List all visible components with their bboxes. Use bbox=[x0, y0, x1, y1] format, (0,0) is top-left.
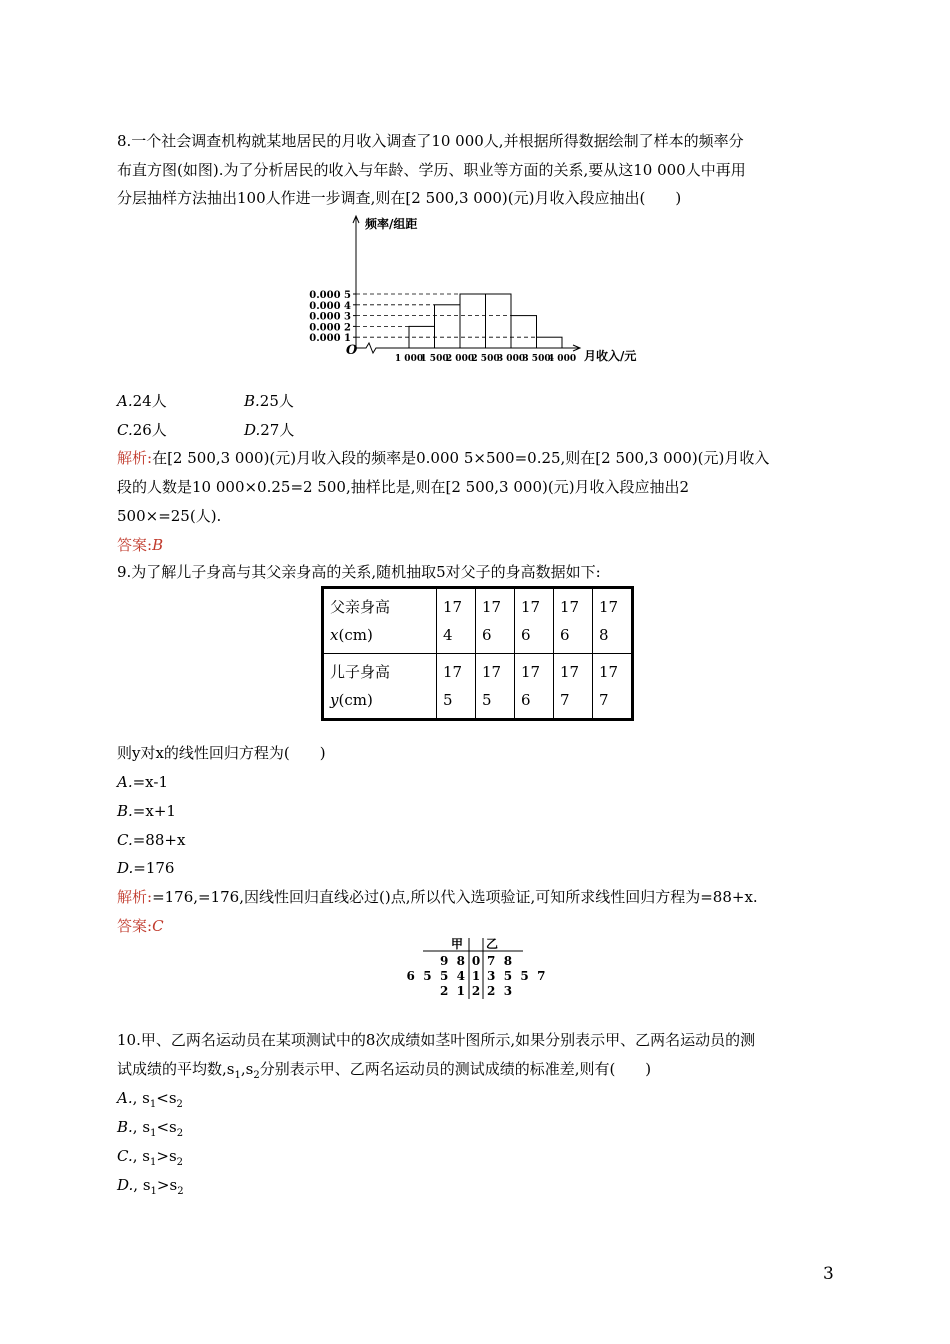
table-row bbox=[323, 654, 633, 720]
option-text: 24人 bbox=[132, 392, 167, 410]
y-axis-label: 频率/组距 bbox=[365, 217, 418, 231]
option-text: , bbox=[132, 1147, 138, 1165]
cell-bottom: 6 bbox=[521, 626, 531, 644]
q8-option-d[interactable] bbox=[244, 419, 294, 440]
option-letter: B. bbox=[117, 802, 133, 820]
option-text: =88+x bbox=[132, 831, 186, 849]
table-row-header bbox=[323, 588, 437, 654]
cell-bottom: 5 bbox=[443, 691, 453, 709]
cell-top: 17 bbox=[599, 663, 619, 681]
y-tick-label: 0.000 2 bbox=[309, 322, 351, 334]
stemleaf-right-leaves: 2 3 bbox=[487, 984, 513, 998]
table-row bbox=[323, 588, 633, 654]
q8-analysis-line-2: 段的人数是10 000×0.25=2 500,抽样比是,则在[2 500,3 000)(元)月收入段应抽出2 bbox=[117, 478, 690, 496]
option-letter: C. bbox=[117, 1147, 133, 1165]
option-text: s bbox=[169, 1118, 177, 1136]
histogram-bars bbox=[409, 294, 562, 348]
subscript: 2 bbox=[176, 1157, 184, 1168]
q8-answer bbox=[117, 535, 163, 555]
option-letter: D. bbox=[117, 859, 134, 877]
origin-label: O bbox=[346, 343, 358, 358]
table-cell bbox=[437, 654, 476, 720]
option-text: 26人 bbox=[132, 421, 167, 439]
cell-bottom: 6 bbox=[521, 691, 531, 709]
y-tick-label: 0.000 3 bbox=[309, 311, 351, 323]
cell-bottom: 7 bbox=[599, 691, 609, 709]
cell-bottom: 5 bbox=[482, 691, 492, 709]
q10-option-c[interactable] bbox=[117, 1146, 183, 1173]
histogram-bar bbox=[537, 337, 563, 348]
table-cell bbox=[515, 588, 554, 654]
text-fragment: ,s bbox=[240, 1060, 254, 1078]
cell-top: 17 bbox=[482, 598, 502, 616]
table-row-header bbox=[323, 654, 437, 720]
option-relation: < bbox=[156, 1089, 169, 1107]
option-text: =x+1 bbox=[132, 802, 176, 820]
table-cell bbox=[476, 588, 515, 654]
row-variable: y bbox=[330, 691, 339, 709]
row-variable: x bbox=[330, 626, 339, 644]
x-axis-label: 月收入/元 bbox=[584, 349, 637, 363]
histogram-reference-lines bbox=[356, 294, 537, 337]
q9-question: 则y对x的线性回归方程为( ) bbox=[117, 744, 326, 762]
table-cell bbox=[476, 654, 515, 720]
cell-bottom: 6 bbox=[560, 626, 570, 644]
q8-option-c[interactable] bbox=[117, 421, 167, 439]
y-tick-label: 0.000 1 bbox=[309, 333, 351, 345]
option-relation: > bbox=[156, 1147, 169, 1165]
histogram-axes bbox=[353, 216, 580, 353]
stemleaf-header-left: 甲 bbox=[450, 937, 463, 951]
q9-option-d[interactable] bbox=[117, 858, 174, 878]
histogram-y-ticks bbox=[309, 290, 356, 344]
subscript: 1 bbox=[150, 1128, 157, 1139]
option-text: s bbox=[142, 1118, 151, 1136]
stemleaf-header-right: 乙 bbox=[486, 937, 499, 951]
q8-stem-line-2: 布直方图(如图).为了分析居民的收入与年龄、学历、职业等方面的关系,要从这10 000人中再用 bbox=[117, 161, 746, 179]
analysis-label: 解析: bbox=[117, 449, 153, 467]
x-tick-label: 2 500 bbox=[471, 354, 500, 364]
text-fragment: 分别表示甲、乙两名运动员的测试成绩的标准差,则有( ) bbox=[259, 1060, 652, 1078]
option-letter: C. bbox=[117, 831, 133, 849]
subscript: 1 bbox=[149, 1099, 157, 1110]
histogram-bar bbox=[435, 305, 461, 348]
cell-top: 17 bbox=[560, 598, 580, 616]
answer-label: 答案: bbox=[117, 917, 153, 935]
subscript: 2 bbox=[176, 1099, 183, 1110]
histogram-bar bbox=[486, 294, 512, 348]
x-tick-label: 3 000 bbox=[496, 354, 526, 364]
option-text: 25人 bbox=[259, 392, 294, 410]
analysis-text: =176,=176,因线性回归直线必过()点,所以代入选项验证,可知所求线性回归方程为=88+x. bbox=[152, 888, 758, 906]
row-unit: (cm) bbox=[338, 626, 373, 644]
frequency-histogram bbox=[309, 210, 638, 365]
q8-analysis-line-1 bbox=[117, 448, 769, 468]
option-text: s bbox=[142, 1176, 151, 1194]
cell-bottom: 7 bbox=[560, 691, 570, 709]
option-text: s bbox=[142, 1147, 150, 1165]
x-tick-label: 1 500 bbox=[420, 354, 449, 364]
stemleaf-stem: 0 bbox=[471, 954, 481, 968]
subscript: 1 bbox=[150, 1186, 157, 1197]
table-cell bbox=[554, 588, 593, 654]
y-tick-label: 0.000 5 bbox=[309, 290, 351, 301]
x-tick-label: 1 000 bbox=[394, 354, 424, 364]
option-letter: B. bbox=[117, 1118, 133, 1136]
page-number: 3 bbox=[823, 1264, 834, 1284]
q8-analysis-line-3: 500×=25(人). bbox=[117, 507, 222, 525]
option-relation: > bbox=[156, 1176, 170, 1194]
option-text: s bbox=[142, 1089, 150, 1107]
histogram-x-ticks bbox=[395, 354, 576, 364]
option-text: , bbox=[132, 1089, 138, 1107]
subscript: 2 bbox=[176, 1128, 184, 1139]
q9-option-b[interactable] bbox=[117, 801, 176, 821]
row-unit: (cm) bbox=[338, 691, 373, 709]
option-text: =x-1 bbox=[132, 773, 168, 791]
subscript: 1 bbox=[234, 1070, 241, 1081]
cell-bottom: 4 bbox=[443, 626, 453, 644]
histogram-bar bbox=[460, 294, 486, 348]
option-text: s bbox=[168, 1089, 177, 1107]
q8-stem-line-1: 8.一个社会调查机构就某地居民的月收入调查了10 000人,并根据所得数据绘制了样本的频率分 bbox=[117, 132, 744, 150]
q10-option-a[interactable] bbox=[117, 1088, 183, 1115]
cell-bottom: 8 bbox=[599, 626, 609, 644]
analysis-text: 在[2 500,3 000)(元)月收入段的频率是0.000 5×500=0.25,则在[2 500,3 000)(元)月收入 bbox=[152, 449, 770, 467]
option-text: =176 bbox=[133, 859, 175, 877]
histogram-bar bbox=[511, 316, 537, 348]
cell-top: 17 bbox=[443, 598, 463, 616]
cell-top: 17 bbox=[599, 598, 619, 616]
cell-bottom: 6 bbox=[482, 626, 492, 644]
stemleaf-left-leaves: 9 8 bbox=[439, 954, 465, 968]
q10-stem-line-2 bbox=[117, 1059, 651, 1086]
q9-option-c[interactable] bbox=[117, 830, 185, 850]
stemleaf-left-leaves: 2 1 bbox=[439, 984, 465, 998]
q9-stem-line: 9.为了解儿子身高与其父亲身高的关系,随机抽取5对父子的身高数据如下: bbox=[117, 563, 601, 581]
option-letter: D. bbox=[244, 421, 261, 439]
cell-top: 17 bbox=[482, 663, 502, 681]
stem-and-leaf-plot bbox=[405, 935, 555, 1001]
option-letter: D. bbox=[117, 1176, 134, 1194]
analysis-label: 解析: bbox=[117, 888, 153, 906]
table-cell bbox=[554, 654, 593, 720]
option-letter: B. bbox=[244, 392, 260, 410]
cell-top: 17 bbox=[560, 663, 580, 681]
subscript: 2 bbox=[177, 1186, 184, 1197]
table-cell bbox=[593, 654, 633, 720]
table-cell bbox=[437, 588, 476, 654]
row-label: 儿子身高 bbox=[330, 663, 391, 681]
stemleaf-right-leaves: 3 5 5 7 bbox=[487, 969, 546, 983]
q10-option-d[interactable] bbox=[117, 1175, 184, 1202]
cell-top: 17 bbox=[443, 663, 463, 681]
answer-value: C bbox=[152, 917, 164, 935]
option-text: , bbox=[132, 1118, 138, 1136]
subscript: 2 bbox=[253, 1070, 260, 1081]
cell-top: 17 bbox=[521, 663, 541, 681]
option-text: s bbox=[168, 1147, 177, 1165]
text-fragment: 试成绩的平均数,s bbox=[117, 1060, 235, 1078]
x-tick-label: 3 500 bbox=[522, 354, 551, 364]
y-tick-label: 0.000 4 bbox=[309, 300, 351, 312]
option-relation: < bbox=[156, 1118, 170, 1136]
q10-stem-line-1: 10.甲、乙两名运动员在某项测试中的8次成绩如茎叶图所示,如果分别表示甲、乙两名运动员的测 bbox=[117, 1031, 756, 1049]
q9-option-a[interactable] bbox=[117, 772, 168, 792]
q9-analysis bbox=[117, 887, 758, 907]
stemleaf-stem: 1 bbox=[471, 969, 481, 983]
q8-option-a[interactable] bbox=[117, 392, 167, 410]
stemleaf-stem: 2 bbox=[471, 984, 481, 998]
table-cell bbox=[593, 588, 633, 654]
q8-option-b[interactable] bbox=[244, 390, 294, 411]
answer-label: 答案: bbox=[117, 536, 153, 554]
option-letter: A. bbox=[117, 392, 133, 410]
subscript: 1 bbox=[149, 1157, 157, 1168]
option-letter: A. bbox=[117, 773, 133, 791]
stemleaf-left-leaves: 6 5 5 4 bbox=[406, 969, 465, 983]
option-letter: A. bbox=[117, 1089, 133, 1107]
q10-option-b[interactable] bbox=[117, 1117, 183, 1144]
answer-value: B bbox=[152, 536, 164, 554]
x-tick-label: 2 000 bbox=[445, 354, 475, 364]
q8-options-row-2 bbox=[117, 419, 295, 440]
x-tick-label: 4 000 bbox=[547, 354, 577, 364]
option-letter: C. bbox=[117, 421, 133, 439]
q8-options-row-1 bbox=[117, 390, 294, 411]
table-cell bbox=[515, 654, 554, 720]
option-text: , bbox=[133, 1176, 139, 1194]
stemleaf-right-leaves: 7 8 bbox=[487, 954, 513, 968]
cell-top: 17 bbox=[521, 598, 541, 616]
q8-stem-line-3: 分层抽样方法抽出100人作进一步调查,则在[2 500,3 000)(元)月收入段应抽出( ) bbox=[117, 189, 682, 207]
row-label: 父亲身高 bbox=[330, 598, 391, 616]
option-text: s bbox=[169, 1176, 178, 1194]
q9-answer bbox=[117, 916, 164, 936]
father-son-height-table bbox=[321, 586, 634, 721]
option-text: 27人 bbox=[260, 421, 295, 439]
